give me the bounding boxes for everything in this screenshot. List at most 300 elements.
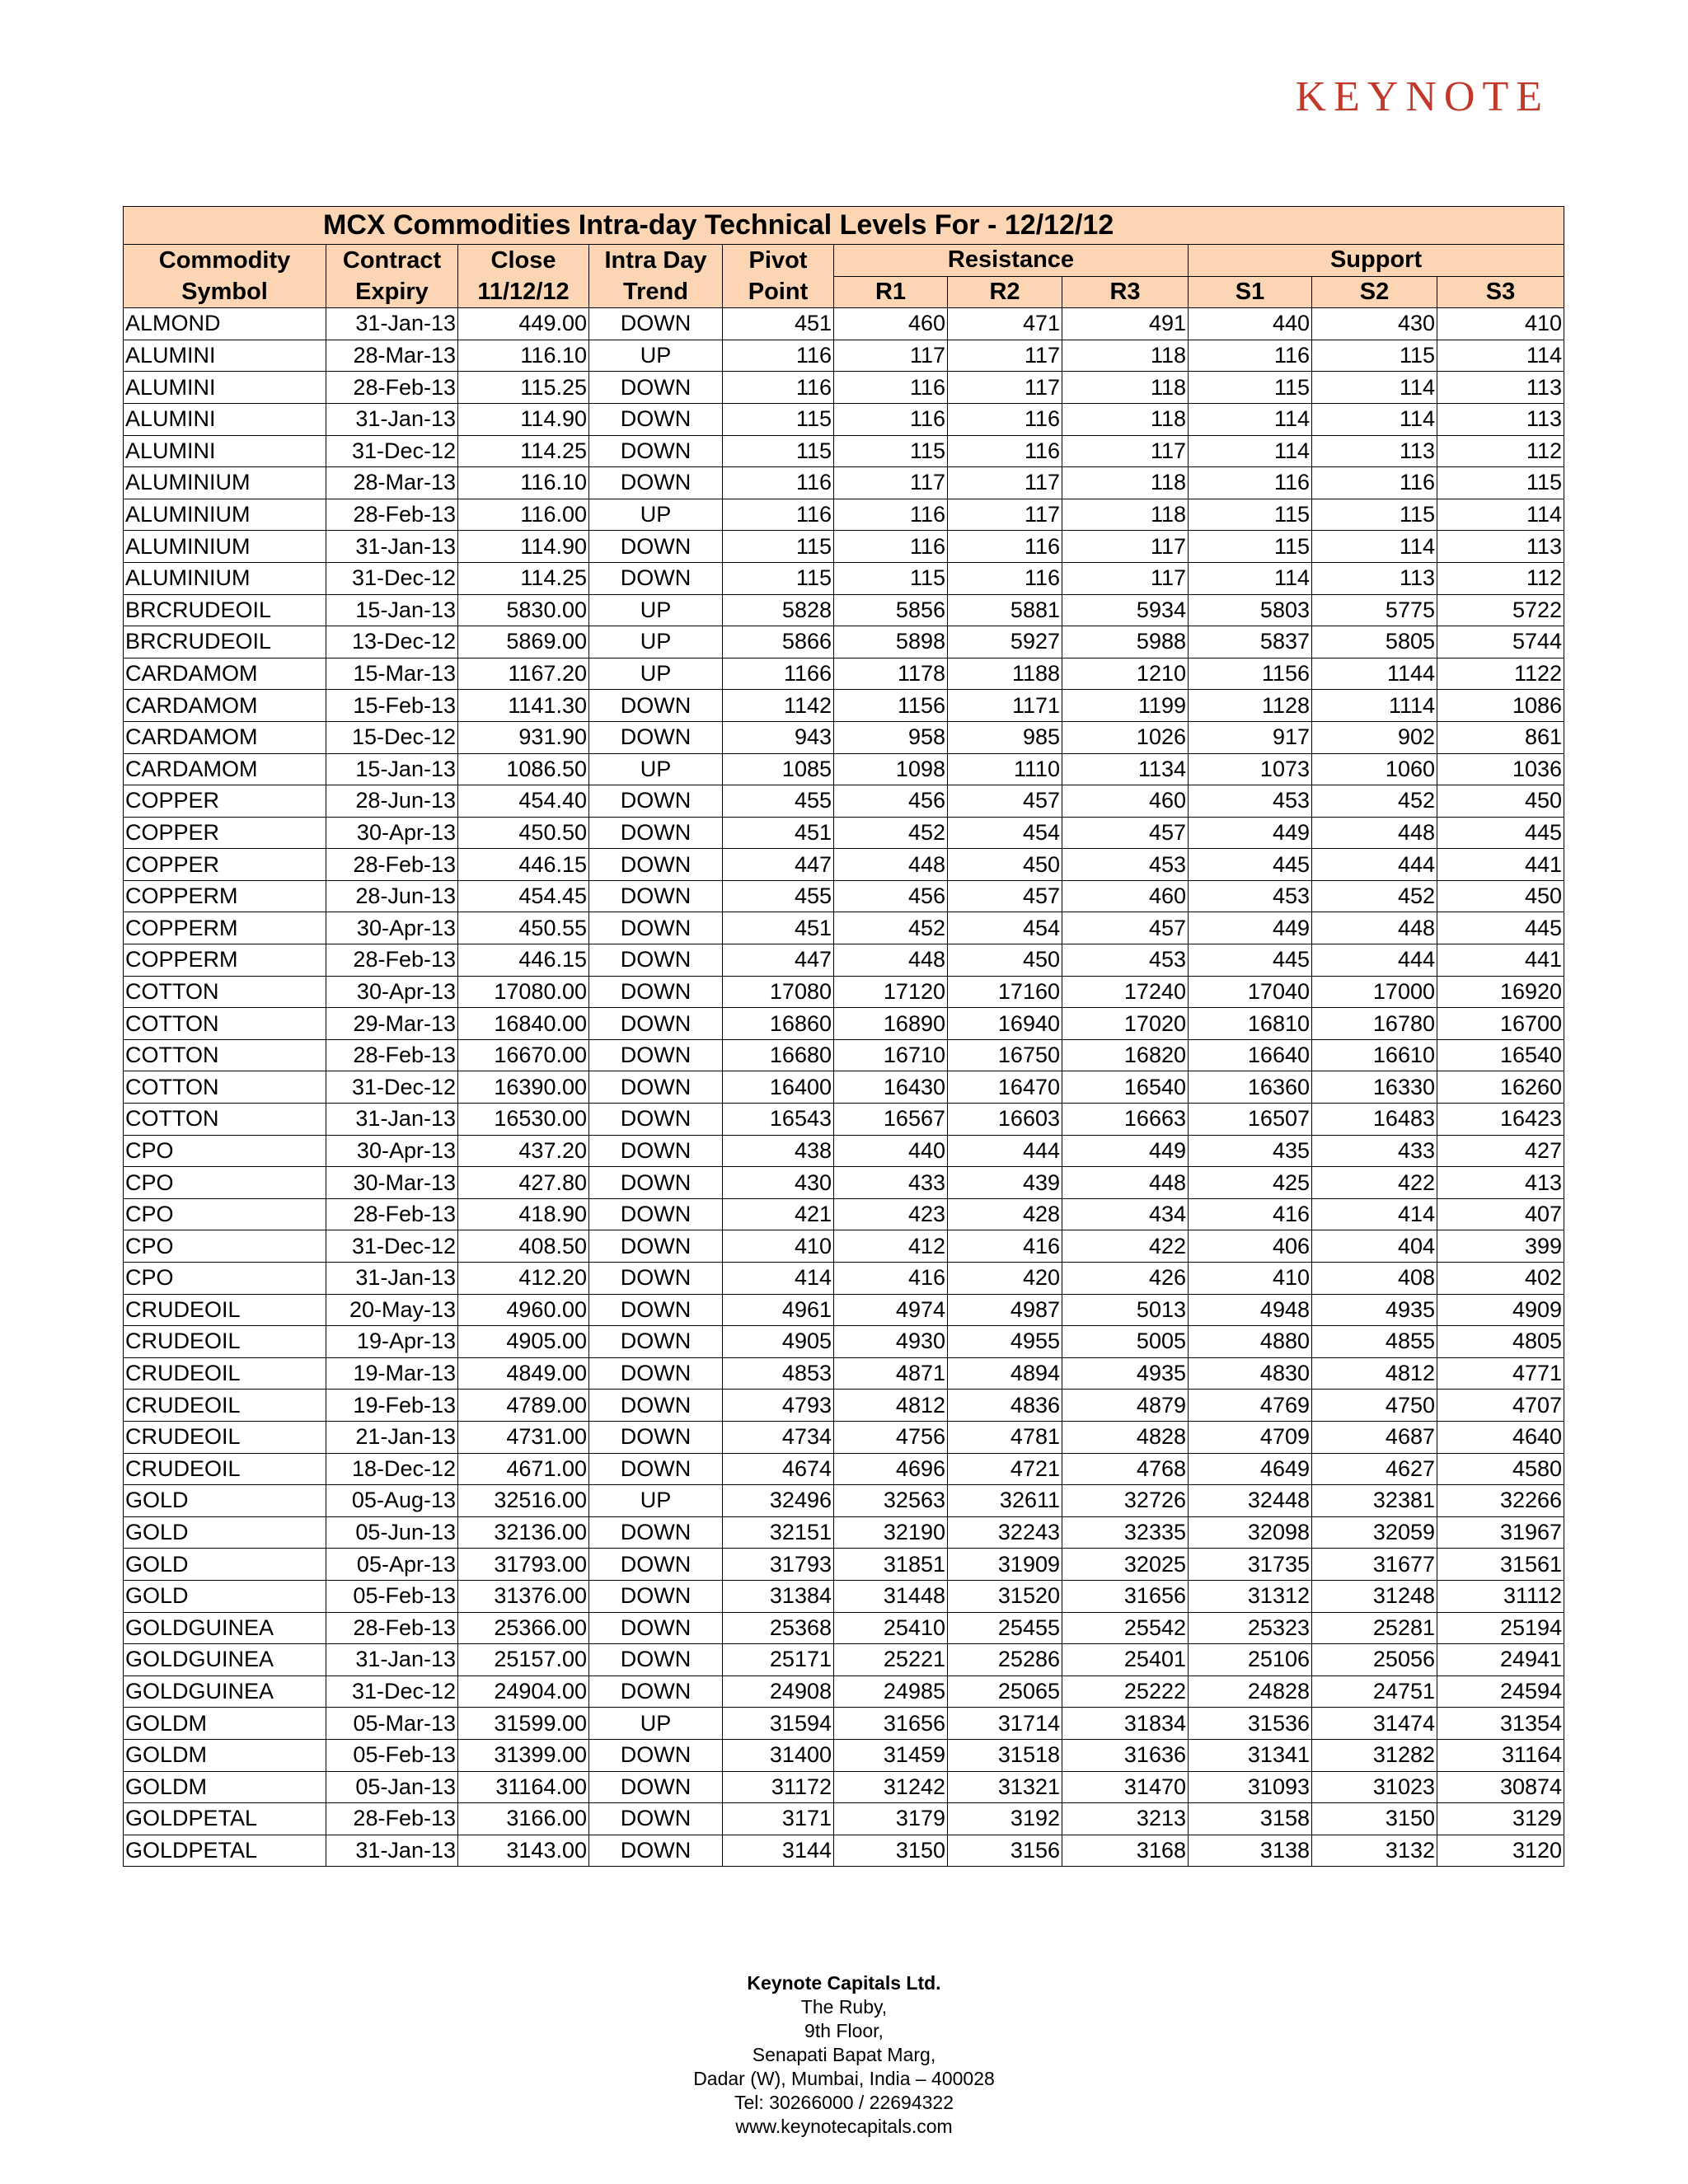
cell-r3: 118 — [1062, 372, 1189, 404]
cell-close-price: 3143.00 — [458, 1835, 589, 1867]
cell-contract-expiry: 31-Jan-13 — [326, 1104, 458, 1136]
cell-s1: 410 — [1189, 1263, 1312, 1295]
cell-s1: 4709 — [1189, 1421, 1312, 1453]
cell-close-price: 408.50 — [458, 1230, 589, 1263]
cell-intraday-trend: DOWN — [589, 1580, 723, 1612]
cell-pivot-point: 17080 — [723, 976, 834, 1008]
cell-s3: 1036 — [1437, 753, 1564, 785]
cell-pivot-point: 5828 — [723, 594, 834, 626]
technical-levels-table — [123, 206, 1564, 1867]
table-row — [124, 1803, 1564, 1835]
cell-r1: 460 — [834, 308, 948, 340]
cell-r3: 117 — [1062, 562, 1189, 594]
cell-s3: 410 — [1437, 308, 1564, 340]
cell-s2: 16780 — [1312, 1008, 1437, 1040]
cell-r2: 117 — [948, 372, 1062, 404]
cell-commodity-symbol: CARDAMOM — [124, 690, 326, 722]
cell-intraday-trend: DOWN — [589, 976, 723, 1008]
cell-s2: 31248 — [1312, 1580, 1437, 1612]
cell-pivot-point: 4734 — [723, 1421, 834, 1453]
cell-r1: 423 — [834, 1198, 948, 1230]
cell-r2: 31321 — [948, 1771, 1062, 1803]
cell-contract-expiry: 20-May-13 — [326, 1294, 458, 1326]
cell-contract-expiry: 31-Dec-12 — [326, 562, 458, 594]
cell-s3: 112 — [1437, 562, 1564, 594]
cell-pivot-point: 451 — [723, 817, 834, 849]
cell-contract-expiry: 30-Apr-13 — [326, 1135, 458, 1167]
header-symbol: Symbol — [124, 276, 326, 308]
cell-close-price: 1167.20 — [458, 658, 589, 690]
cell-r2: 450 — [948, 849, 1062, 881]
cell-intraday-trend: DOWN — [589, 435, 723, 467]
cell-r2: 17160 — [948, 976, 1062, 1008]
cell-contract-expiry: 19-Mar-13 — [326, 1357, 458, 1390]
cell-pivot-point: 943 — [723, 721, 834, 753]
cell-close-price: 16670.00 — [458, 1039, 589, 1071]
cell-commodity-symbol: ALUMINIUM — [124, 499, 326, 531]
cell-s2: 444 — [1312, 944, 1437, 977]
cell-s1: 115 — [1189, 372, 1312, 404]
cell-contract-expiry: 28-Mar-13 — [326, 340, 458, 372]
cell-s1: 114 — [1189, 562, 1312, 594]
cell-r2: 16940 — [948, 1008, 1062, 1040]
table-row — [124, 1198, 1564, 1230]
cell-pivot-point: 31172 — [723, 1771, 834, 1803]
cell-s1: 31341 — [1189, 1739, 1312, 1771]
table-row — [124, 1453, 1564, 1485]
cell-r2: 25065 — [948, 1675, 1062, 1708]
cell-r3: 460 — [1062, 880, 1189, 912]
cell-intraday-trend: DOWN — [589, 1008, 723, 1040]
cell-commodity-symbol: COPPERM — [124, 880, 326, 912]
table-row — [124, 944, 1564, 977]
cell-close-price: 16840.00 — [458, 1008, 589, 1040]
cell-r2: 420 — [948, 1263, 1062, 1295]
cell-s1: 445 — [1189, 849, 1312, 881]
cell-s1: 425 — [1189, 1167, 1312, 1199]
cell-pivot-point: 16543 — [723, 1104, 834, 1136]
table-row — [124, 658, 1564, 690]
cell-s2: 113 — [1312, 435, 1437, 467]
cell-r1: 25410 — [834, 1612, 948, 1644]
cell-r3: 5013 — [1062, 1294, 1189, 1326]
cell-s3: 5744 — [1437, 626, 1564, 658]
cell-close-price: 931.90 — [458, 721, 589, 753]
cell-r1: 31656 — [834, 1708, 948, 1740]
cell-r1: 4756 — [834, 1421, 948, 1453]
cell-s3: 4909 — [1437, 1294, 1564, 1326]
cell-r1: 958 — [834, 721, 948, 753]
cell-r3: 448 — [1062, 1167, 1189, 1199]
cell-s2: 31023 — [1312, 1771, 1437, 1803]
cell-intraday-trend: DOWN — [589, 467, 723, 499]
cell-s3: 427 — [1437, 1135, 1564, 1167]
cell-pivot-point: 4905 — [723, 1326, 834, 1358]
cell-r2: 450 — [948, 944, 1062, 977]
cell-commodity-symbol: CRUDEOIL — [124, 1421, 326, 1453]
cell-pivot-point: 115 — [723, 562, 834, 594]
cell-commodity-symbol: GOLDM — [124, 1771, 326, 1803]
cell-intraday-trend: DOWN — [589, 1071, 723, 1104]
cell-r1: 4930 — [834, 1326, 948, 1358]
cell-contract-expiry: 31-Jan-13 — [326, 1644, 458, 1676]
cell-pivot-point: 25368 — [723, 1612, 834, 1644]
cell-commodity-symbol: GOLDGUINEA — [124, 1612, 326, 1644]
cell-s1: 17040 — [1189, 976, 1312, 1008]
cell-r1: 440 — [834, 1135, 948, 1167]
cell-intraday-trend: DOWN — [589, 1644, 723, 1676]
cell-s3: 31354 — [1437, 1708, 1564, 1740]
cell-pivot-point: 1166 — [723, 658, 834, 690]
cell-contract-expiry: 21-Jan-13 — [326, 1421, 458, 1453]
cell-pivot-point: 24908 — [723, 1675, 834, 1708]
cell-s1: 115 — [1189, 499, 1312, 531]
cell-s3: 16540 — [1437, 1039, 1564, 1071]
cell-close-price: 449.00 — [458, 308, 589, 340]
cell-r3: 453 — [1062, 849, 1189, 881]
cell-s1: 31536 — [1189, 1708, 1312, 1740]
cell-s3: 16260 — [1437, 1071, 1564, 1104]
cell-s1: 16640 — [1189, 1039, 1312, 1071]
cell-r3: 25222 — [1062, 1675, 1189, 1708]
cell-contract-expiry: 05-Jan-13 — [326, 1771, 458, 1803]
table-row — [124, 1580, 1564, 1612]
cell-commodity-symbol: COTTON — [124, 1104, 326, 1136]
cell-commodity-symbol: CPO — [124, 1263, 326, 1295]
cell-r2: 439 — [948, 1167, 1062, 1199]
table-row — [124, 1644, 1564, 1676]
cell-close-price: 450.50 — [458, 817, 589, 849]
cell-r1: 32190 — [834, 1516, 948, 1549]
cell-r2: 4721 — [948, 1453, 1062, 1485]
cell-r2: 428 — [948, 1198, 1062, 1230]
cell-pivot-point: 1142 — [723, 690, 834, 722]
cell-commodity-symbol: CARDAMOM — [124, 753, 326, 785]
cell-s3: 16920 — [1437, 976, 1564, 1008]
cell-s3: 1122 — [1437, 658, 1564, 690]
cell-s3: 3120 — [1437, 1835, 1564, 1867]
cell-commodity-symbol: COTTON — [124, 976, 326, 1008]
cell-s1: 25106 — [1189, 1644, 1312, 1676]
cell-s1: 4948 — [1189, 1294, 1312, 1326]
cell-intraday-trend: DOWN — [589, 1039, 723, 1071]
header-commodity: Commodity — [124, 245, 326, 277]
cell-s1: 4880 — [1189, 1326, 1312, 1358]
cell-commodity-symbol: GOLDGUINEA — [124, 1675, 326, 1708]
cell-s3: 31561 — [1437, 1549, 1564, 1581]
table-row — [124, 1771, 1564, 1803]
table-row — [124, 1263, 1564, 1295]
table-row — [124, 372, 1564, 404]
table-row — [124, 1675, 1564, 1708]
cell-r2: 25286 — [948, 1644, 1062, 1676]
cell-s2: 114 — [1312, 372, 1437, 404]
cell-r3: 3168 — [1062, 1835, 1189, 1867]
header-expiry: Expiry — [326, 276, 458, 308]
cell-contract-expiry: 28-Feb-13 — [326, 944, 458, 977]
cell-pivot-point: 5866 — [723, 626, 834, 658]
cell-r1: 1098 — [834, 753, 948, 785]
cell-s2: 452 — [1312, 880, 1437, 912]
cell-close-price: 31599.00 — [458, 1708, 589, 1740]
cell-s2: 16330 — [1312, 1071, 1437, 1104]
cell-r1: 452 — [834, 817, 948, 849]
cell-s2: 430 — [1312, 308, 1437, 340]
cell-s1: 16810 — [1189, 1008, 1312, 1040]
cell-close-price: 412.20 — [458, 1263, 589, 1295]
cell-r3: 457 — [1062, 817, 1189, 849]
cell-contract-expiry: 31-Dec-12 — [326, 1230, 458, 1263]
header-s1: S1 — [1189, 276, 1312, 308]
cell-s3: 112 — [1437, 435, 1564, 467]
cell-r1: 4974 — [834, 1294, 948, 1326]
cell-close-price: 17080.00 — [458, 976, 589, 1008]
cell-r3: 434 — [1062, 1198, 1189, 1230]
table-row — [124, 499, 1564, 531]
cell-commodity-symbol: COPPER — [124, 817, 326, 849]
cell-r2: 1188 — [948, 658, 1062, 690]
cell-close-price: 454.40 — [458, 785, 589, 818]
cell-intraday-trend: DOWN — [589, 1421, 723, 1453]
header-row-top — [124, 245, 1564, 277]
cell-r2: 32243 — [948, 1516, 1062, 1549]
table-row — [124, 1612, 1564, 1644]
cell-intraday-trend: DOWN — [589, 1294, 723, 1326]
cell-commodity-symbol: GOLDGUINEA — [124, 1644, 326, 1676]
cell-r2: 5927 — [948, 626, 1062, 658]
cell-intraday-trend: UP — [589, 594, 723, 626]
cell-pivot-point: 4961 — [723, 1294, 834, 1326]
cell-s3: 31967 — [1437, 1516, 1564, 1549]
table-row — [124, 1104, 1564, 1136]
cell-s2: 444 — [1312, 849, 1437, 881]
cell-r2: 16470 — [948, 1071, 1062, 1104]
cell-intraday-trend: DOWN — [589, 372, 723, 404]
cell-s3: 4580 — [1437, 1453, 1564, 1485]
table-row — [124, 435, 1564, 467]
cell-r3: 3213 — [1062, 1803, 1189, 1835]
table-row — [124, 1230, 1564, 1263]
cell-s3: 32266 — [1437, 1485, 1564, 1517]
cell-pivot-point: 25171 — [723, 1644, 834, 1676]
cell-pivot-point: 115 — [723, 531, 834, 563]
table-title: MCX Commodities Intra-day Technical Levels For - 12/12/12 — [124, 207, 1564, 245]
cell-s2: 5805 — [1312, 626, 1437, 658]
cell-r2: 4987 — [948, 1294, 1062, 1326]
cell-r1: 16430 — [834, 1071, 948, 1104]
cell-intraday-trend: DOWN — [589, 1135, 723, 1167]
cell-s2: 32059 — [1312, 1516, 1437, 1549]
cell-r2: 32611 — [948, 1485, 1062, 1517]
cell-intraday-trend: DOWN — [589, 1167, 723, 1199]
cell-r2: 116 — [948, 435, 1062, 467]
cell-s2: 1060 — [1312, 753, 1437, 785]
cell-pivot-point: 116 — [723, 372, 834, 404]
cell-s2: 1144 — [1312, 658, 1437, 690]
cell-r3: 118 — [1062, 499, 1189, 531]
cell-s2: 4855 — [1312, 1326, 1437, 1358]
cell-r2: 1110 — [948, 753, 1062, 785]
cell-close-price: 16530.00 — [458, 1104, 589, 1136]
cell-r1: 4812 — [834, 1390, 948, 1422]
cell-r1: 17120 — [834, 976, 948, 1008]
cell-pivot-point: 410 — [723, 1230, 834, 1263]
table-row — [124, 1421, 1564, 1453]
cell-commodity-symbol: CPO — [124, 1198, 326, 1230]
cell-commodity-symbol: BRCRUDEOIL — [124, 594, 326, 626]
cell-intraday-trend: DOWN — [589, 1739, 723, 1771]
cell-r1: 117 — [834, 340, 948, 372]
cell-r2: 454 — [948, 817, 1062, 849]
cell-contract-expiry: 28-Feb-13 — [326, 372, 458, 404]
cell-r3: 5934 — [1062, 594, 1189, 626]
cell-pivot-point: 1085 — [723, 753, 834, 785]
cell-s2: 31677 — [1312, 1549, 1437, 1581]
cell-intraday-trend: DOWN — [589, 308, 723, 340]
cell-s2: 422 — [1312, 1167, 1437, 1199]
cell-close-price: 450.55 — [458, 912, 589, 944]
cell-s2: 3150 — [1312, 1803, 1437, 1835]
cell-commodity-symbol: CPO — [124, 1167, 326, 1199]
cell-close-price: 24904.00 — [458, 1675, 589, 1708]
cell-pivot-point: 421 — [723, 1198, 834, 1230]
cell-r3: 16820 — [1062, 1039, 1189, 1071]
cell-s3: 4805 — [1437, 1326, 1564, 1358]
cell-s1: 4649 — [1189, 1453, 1312, 1485]
cell-close-price: 25366.00 — [458, 1612, 589, 1644]
cell-commodity-symbol: CRUDEOIL — [124, 1326, 326, 1358]
cell-r3: 118 — [1062, 467, 1189, 499]
cell-r2: 31518 — [948, 1739, 1062, 1771]
cell-r2: 16603 — [948, 1104, 1062, 1136]
cell-s1: 4830 — [1189, 1357, 1312, 1390]
cell-s2: 404 — [1312, 1230, 1437, 1263]
table-row — [124, 1485, 1564, 1517]
cell-intraday-trend: DOWN — [589, 912, 723, 944]
cell-s3: 114 — [1437, 340, 1564, 372]
cell-s3: 16423 — [1437, 1104, 1564, 1136]
cell-s3: 24941 — [1437, 1644, 1564, 1676]
cell-s3: 31164 — [1437, 1739, 1564, 1771]
cell-r3: 1026 — [1062, 721, 1189, 753]
cell-intraday-trend: DOWN — [589, 1198, 723, 1230]
cell-close-price: 1086.50 — [458, 753, 589, 785]
cell-s1: 114 — [1189, 403, 1312, 435]
cell-commodity-symbol: CARDAMOM — [124, 721, 326, 753]
cell-s3: 445 — [1437, 912, 1564, 944]
header-trend: Intra Day — [589, 245, 723, 277]
cell-s2: 32381 — [1312, 1485, 1437, 1517]
cell-s2: 113 — [1312, 562, 1437, 594]
cell-contract-expiry: 05-Apr-13 — [326, 1549, 458, 1581]
footer — [0, 1971, 1688, 2139]
table-row — [124, 1135, 1564, 1167]
table-row — [124, 562, 1564, 594]
cell-r1: 32563 — [834, 1485, 948, 1517]
cell-r2: 117 — [948, 340, 1062, 372]
header-r3: R3 — [1062, 276, 1189, 308]
cell-commodity-symbol: GOLDM — [124, 1708, 326, 1740]
cell-intraday-trend: UP — [589, 658, 723, 690]
footer-address-line[interactable]: www.keynotecapitals.com — [735, 2116, 953, 2137]
cell-commodity-symbol: GOLD — [124, 1485, 326, 1517]
cell-close-price: 5830.00 — [458, 594, 589, 626]
footer-address-line: 9th Floor, — [804, 2020, 884, 2041]
cell-s1: 16360 — [1189, 1071, 1312, 1104]
cell-r1: 452 — [834, 912, 948, 944]
cell-r1: 116 — [834, 531, 948, 563]
cell-commodity-symbol: ALUMINI — [124, 340, 326, 372]
cell-close-price: 114.25 — [458, 435, 589, 467]
cell-close-price: 31399.00 — [458, 1739, 589, 1771]
cell-contract-expiry: 05-Jun-13 — [326, 1516, 458, 1549]
cell-intraday-trend: DOWN — [589, 1230, 723, 1263]
table-row — [124, 403, 1564, 435]
cell-contract-expiry: 05-Aug-13 — [326, 1485, 458, 1517]
cell-pivot-point: 32496 — [723, 1485, 834, 1517]
footer-company: Keynote Capitals Ltd. — [747, 1972, 941, 1994]
cell-r1: 16567 — [834, 1104, 948, 1136]
cell-r3: 1210 — [1062, 658, 1189, 690]
cell-s2: 16610 — [1312, 1039, 1437, 1071]
cell-r1: 448 — [834, 944, 948, 977]
cell-intraday-trend: DOWN — [589, 721, 723, 753]
cell-commodity-symbol: CRUDEOIL — [124, 1390, 326, 1422]
cell-r3: 31636 — [1062, 1739, 1189, 1771]
cell-r2: 444 — [948, 1135, 1062, 1167]
cell-r2: 31909 — [948, 1549, 1062, 1581]
cell-commodity-symbol: COPPERM — [124, 912, 326, 944]
cell-pivot-point: 4674 — [723, 1453, 834, 1485]
cell-s1: 31735 — [1189, 1549, 1312, 1581]
cell-commodity-symbol: CARDAMOM — [124, 658, 326, 690]
cell-r2: 4894 — [948, 1357, 1062, 1390]
cell-pivot-point: 116 — [723, 499, 834, 531]
header-trend-label: Trend — [589, 276, 723, 308]
table-row — [124, 753, 1564, 785]
cell-close-price: 116.00 — [458, 499, 589, 531]
cell-commodity-symbol: CRUDEOIL — [124, 1453, 326, 1485]
keynote-logo: KEYNOTE — [1295, 73, 1550, 120]
cell-commodity-symbol: CPO — [124, 1230, 326, 1263]
cell-s3: 4707 — [1437, 1390, 1564, 1422]
cell-s3: 441 — [1437, 849, 1564, 881]
cell-r1: 31448 — [834, 1580, 948, 1612]
cell-r3: 32025 — [1062, 1549, 1189, 1581]
cell-s3: 450 — [1437, 785, 1564, 818]
cell-r1: 433 — [834, 1167, 948, 1199]
cell-r3: 1134 — [1062, 753, 1189, 785]
cell-contract-expiry: 30-Apr-13 — [326, 976, 458, 1008]
cell-r3: 422 — [1062, 1230, 1189, 1263]
cell-contract-expiry: 18-Dec-12 — [326, 1453, 458, 1485]
cell-s3: 861 — [1437, 721, 1564, 753]
table-row — [124, 467, 1564, 499]
cell-r3: 4828 — [1062, 1421, 1189, 1453]
cell-intraday-trend: DOWN — [589, 562, 723, 594]
cell-r2: 416 — [948, 1230, 1062, 1263]
cell-pivot-point: 438 — [723, 1135, 834, 1167]
cell-intraday-trend: DOWN — [589, 817, 723, 849]
cell-r3: 32335 — [1062, 1516, 1189, 1549]
cell-pivot-point: 4853 — [723, 1357, 834, 1390]
cell-s1: 31312 — [1189, 1580, 1312, 1612]
cell-r3: 16663 — [1062, 1104, 1189, 1136]
cell-s2: 16483 — [1312, 1104, 1437, 1136]
cell-close-price: 437.20 — [458, 1135, 589, 1167]
cell-contract-expiry: 15-Feb-13 — [326, 690, 458, 722]
cell-s1: 5837 — [1189, 626, 1312, 658]
